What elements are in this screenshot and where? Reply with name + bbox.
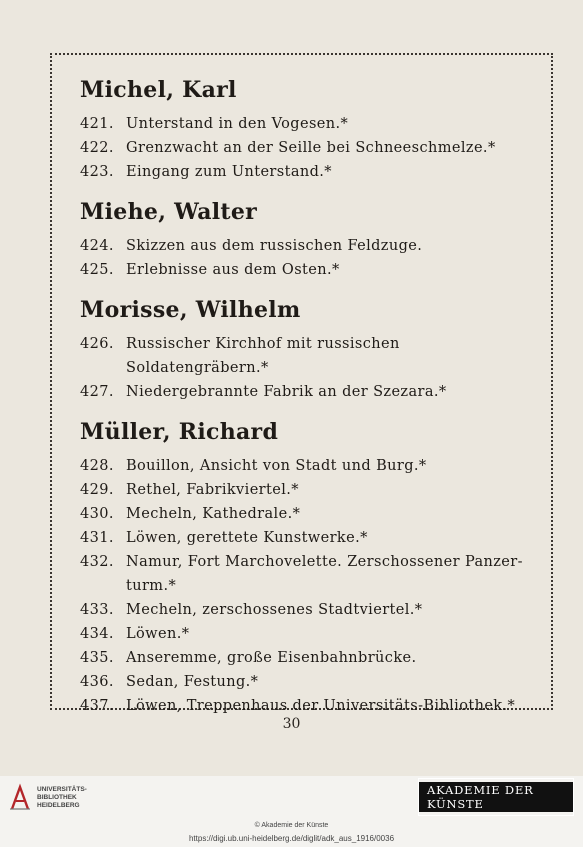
catalog-entry <box>80 694 540 718</box>
entry-title: Niedergebrannte Fabrik an der Szezara.* <box>126 384 447 400</box>
entry-title: Anseremme, große Eisenbahnbrücke. <box>126 650 417 666</box>
entry-title: Rethel, Fabrikviertel.* <box>126 482 299 498</box>
section-miehe <box>80 198 540 282</box>
entry-title: Namur, Fort Marchovelette. Zerschossener Panzer- turm.* <box>126 554 523 594</box>
catalog-entry <box>80 234 540 258</box>
section-michel <box>80 76 540 184</box>
library-name-line: HEIDELBERG <box>37 802 80 809</box>
page-number: 30 <box>282 716 301 732</box>
library-emblem-icon <box>8 783 32 813</box>
entry-title: Sedan, Festung.* <box>126 674 259 690</box>
catalog-entry <box>80 454 540 478</box>
catalog-entry <box>80 136 540 160</box>
entry-number: 435. <box>80 650 114 666</box>
author-heading: Morisse, Wilhelm <box>80 297 301 323</box>
entry-number: 426. <box>80 336 114 352</box>
entry-list <box>80 234 540 282</box>
entry-title: Russischer Kirchhof mit russischen Soldatengräbern.* <box>126 336 400 376</box>
entry-number: 433. <box>80 602 114 618</box>
entry-number: 425. <box>80 262 114 278</box>
copyright-notice: © Akademie der Künste <box>254 822 329 829</box>
entry-number: 430. <box>80 506 114 522</box>
catalog-entry <box>80 332 540 380</box>
entry-number: 434. <box>80 626 114 642</box>
catalog-entry <box>80 622 540 646</box>
entry-number: 421. <box>80 116 114 132</box>
catalog-entry <box>80 526 540 550</box>
entry-title: Mecheln, zerschossenes Stadtviertel.* <box>126 602 423 618</box>
entry-title: Eingang zum Unterstand.* <box>126 164 332 180</box>
entry-number: 429. <box>80 482 114 498</box>
source-url-link[interactable]: https://digi.ub.uni-heidelberg.de/diglit/adk_aus_1916/0036 <box>188 834 395 843</box>
catalog-content <box>80 76 540 718</box>
library-name <box>37 786 87 810</box>
author-heading: Michel, Karl <box>80 77 237 103</box>
entry-number: 431. <box>80 530 114 546</box>
akademie-label: AKADEMIE DER KÜNSTE <box>418 778 574 816</box>
catalog-entry <box>80 258 540 282</box>
library-name-line: BIBLIOTHEK <box>37 794 77 801</box>
library-logo[interactable] <box>8 781 108 815</box>
catalog-entry <box>80 478 540 502</box>
catalog-entry <box>80 598 540 622</box>
catalog-entry <box>80 646 540 670</box>
entry-title: Löwen.* <box>126 626 190 642</box>
entry-list <box>80 112 540 184</box>
catalog-entry <box>80 502 540 526</box>
author-heading: Müller, Richard <box>80 419 279 445</box>
entry-number: 432. <box>80 554 114 570</box>
entry-number: 422. <box>80 140 114 156</box>
entry-title: Erlebnisse aus dem Osten.* <box>126 262 340 278</box>
entry-number: 427. <box>80 384 114 400</box>
entry-title: Löwen, Treppenhaus der Universitäts-Bibliothek.* <box>126 698 516 714</box>
section-mueller <box>80 418 540 718</box>
entry-number: 428. <box>80 458 114 474</box>
entry-number: 436. <box>80 674 114 690</box>
catalog-entry <box>80 112 540 136</box>
entry-number: 437. <box>80 698 114 714</box>
entry-list <box>80 454 540 718</box>
catalog-entry <box>80 380 540 404</box>
akademie-logo[interactable] <box>418 782 574 812</box>
entry-title: Grenzwacht an der Seille bei Schneeschmelze.* <box>126 140 496 156</box>
catalog-entry <box>80 160 540 184</box>
entry-number: 424. <box>80 238 114 254</box>
entry-title: Skizzen aus dem russischen Feldzuge. <box>126 238 423 254</box>
library-name-line: UNIVERSITÄTS- <box>37 786 87 793</box>
section-morisse <box>80 296 540 404</box>
catalog-entry <box>80 550 540 598</box>
entry-title: Unterstand in den Vogesen.* <box>126 116 349 132</box>
entry-title: Mecheln, Kathedrale.* <box>126 506 301 522</box>
entry-list <box>80 332 540 404</box>
author-heading: Miehe, Walter <box>80 199 258 225</box>
catalog-entry <box>80 670 540 694</box>
entry-number: 423. <box>80 164 114 180</box>
entry-title: Bouillon, Ansicht von Stadt und Burg.* <box>126 458 427 474</box>
entry-title: Löwen, gerettete Kunstwerke.* <box>126 530 368 546</box>
